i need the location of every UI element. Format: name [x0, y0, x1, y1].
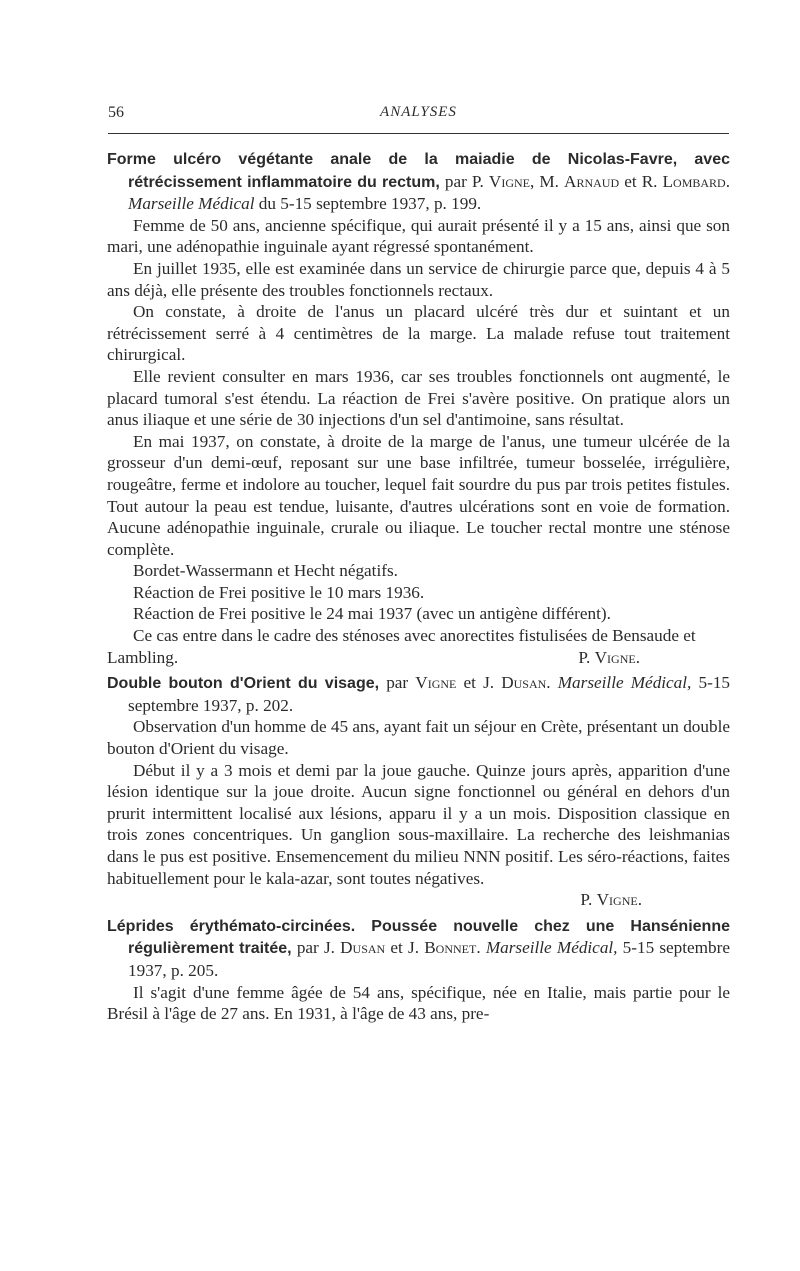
signature: P. Vigne. [580, 890, 642, 910]
paragraph: Réaction de Frei positive le 24 mai 1937 (avec un antigène différent). [133, 604, 611, 624]
paragraph: Bordet-Wassermann et Hecht négatifs. [133, 561, 398, 581]
page-content [107, 148, 730, 1025]
citation: du 5-15 septembre 1937, p. 199. [258, 194, 482, 214]
header-rule [108, 133, 729, 134]
author-name: Dusan. [501, 673, 551, 693]
page-header [108, 104, 729, 124]
article-title: Léprides érythémato-circinées. Poussée nouvelle chez une Hansénienne régulièrement traitée, [107, 917, 730, 958]
paragraph: Ce cas entre dans le cadre des sténoses avec anorectites fistulisées de Bensaude et Lambling. [107, 626, 696, 667]
paragraph: On constate, à droite de l'anus un placard ulcéré très dur et suintant et un rétrécissement serré à 4 centimètres de la marge. La malade refuse tout traitement chirurgical. [107, 302, 730, 365]
citation: 5-15 septembre 1937, p. 205. [128, 938, 730, 980]
author-name: Dusan [340, 938, 386, 958]
author-name: Vigne [488, 171, 530, 191]
article-2-heading: Double bouton d'Orient du visage, par Vigne et J. Dusan. Marseille Médical, 5-15 septembre 1937, p. 202. [107, 673, 731, 715]
paragraph: Il s'agit d'une femme âgée de 54 ans, spécifique, née en Italie, mais partie pour le Brésil à l'âge de 27 ans. En 1931, à l'âge de 43 ans, pre- [107, 982, 730, 1024]
author-name: Arnaud [564, 171, 620, 191]
article-title: Forme ulcéro végétante anale de la maiadie de Nicolas-Favre, avec rétrécissement inflammatoire du rectum, [107, 151, 730, 191]
journal-name: Marseille Médical, [557, 673, 692, 693]
paragraph: Observation d'un homme de 45 ans, ayant fait un séjour en Crète, présentant un double bouton d'Orient du visage. [107, 717, 730, 759]
citation: 5-15 septembre 1937, p. 202. [128, 673, 731, 715]
paragraph: Elle revient consulter en mars 1936, car ses troubles fonctionnels ont augmenté, le placard tumoral s'est étendu. La réaction de Frei s'avère positive. On pratique alors un anus iliaque et une série de 30 injections d'un sel d'antimoine, sans résultat. [107, 366, 730, 430]
running-title: ANALYSES [380, 104, 457, 120]
page-number: 56 [108, 104, 124, 121]
paragraph: En juillet 1935, elle est examinée dans un service de chirurgie parce que, depuis 4 à 5 ans déjà, elle présente des troubles fonctionnels rectaux. [107, 258, 730, 300]
article-title: Double bouton d'Orient du visage, [107, 675, 380, 693]
author-name: Vigne [415, 673, 457, 693]
author-name: Lombard. [662, 171, 731, 191]
article-1-heading: Forme ulcéro végétante anale de la maiadie de Nicolas-Favre, avec rétrécissement inflammatoire du rectum, par P. Vigne, M. Arnaud et R. Lombard. Marseille Médical du 5-15 septembre 1937, p. 199. [107, 151, 731, 214]
article-3-heading: Léprides érythémato-circinées. Poussée nouvelle chez une Hansénienne régulièrement traitée, par J. Dusan et J. Bonnet. Marseille Médical, 5-15 septembre 1937, p. 205. [107, 917, 730, 980]
paragraph: En mai 1937, on constate, à droite de la marge de l'anus, une tumeur ulcérée de la grosseur d'un demi-œuf, reposant sur une base infiltrée, tumeur bosselée, irrégulière, rougeâtre, ferme et indolore au toucher, lequel fait sourdre du pus par trois petites fistules. Tout autour la peau est tendue, luisante, d'autres ulcérations sont en voie de formation. Aucune adénopathie inguinale, crurale ou iliaque. Le toucher rectal montre une sténose complète. [107, 431, 730, 559]
paragraph: Femme de 50 ans, ancienne spécifique, qui aurait présenté il y a 15 ans, ainsi que son mari, une adénopathie inguinale ayant régressé spontanément. [107, 215, 730, 257]
paragraph: Réaction de Frei positive le 10 mars 1936. [133, 582, 425, 602]
paragraph: Début il y a 3 mois et demi par la joue gauche. Quinze jours après, apparition d'une lésion identique sur la joue droite. Aucun signe fonctionnel ou général en dehors d'un prurit intermittent localisé aux lésions, apparu il y a un mois. Disposition classique en trois zones concentriques. Un ganglion sous-maxillaire. La recherche des leishmanias dans le pus est positive. Ensemencement du milieu NNN positif. Les séro-réactions, faites habituellement pour le kala-azar, sont toutes négatives. [107, 760, 730, 888]
signature: P. Vigne. [578, 647, 640, 667]
journal-name: Marseille Médical, [485, 938, 618, 958]
journal-name: Marseille Médical [128, 194, 255, 214]
author-name: Bonnet. [424, 938, 481, 958]
